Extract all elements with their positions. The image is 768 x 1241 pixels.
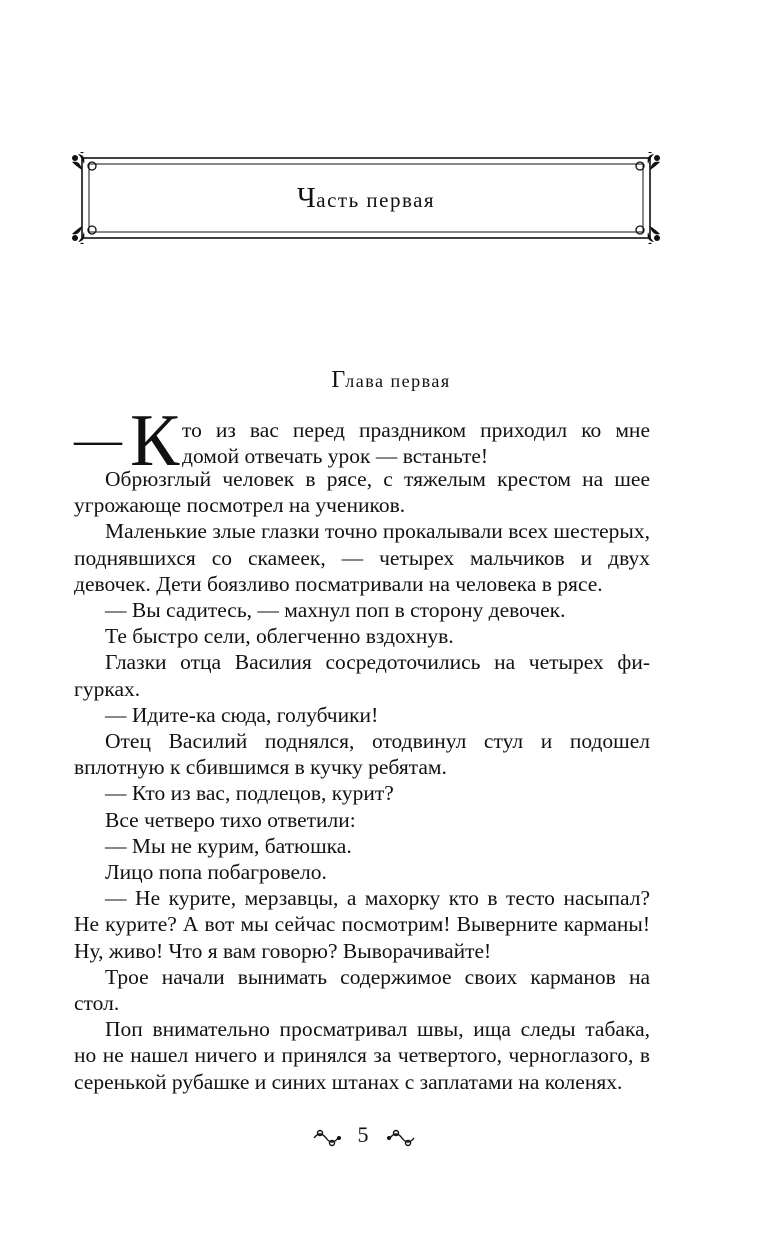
chapter-title — [0, 367, 768, 394]
paragraph: Поп внимательно просматривал швы, ища следы табака, но не нашел ничего и принялся за четвертого, черноглазого, в серенькой рубашке и синих штанах с заплатами на коленях. — [74, 1017, 650, 1094]
part-banner — [68, 152, 664, 244]
opening-dash: — — [74, 413, 122, 466]
paragraph: — Не курите, мерзавцы, а махорку кто в тесто насыпал? Не курите? А вот мы сейчас посмотрим! Выверните карманы! Ну, живо! Что я вам говорю? Выворачивайте! — [74, 886, 650, 963]
paragraph: Трое начали вынимать содержимое своих карманов на стол. — [74, 964, 650, 1016]
paragraph: Глазки отца Василия сосредоточились на четырех фигурках. — [74, 650, 650, 701]
paragraph: — Кто из вас, подлецов, курит? — [105, 781, 394, 806]
paragraph: Все четверо тихо ответили: — [105, 807, 356, 832]
paragraph: — Мы не курим, батюшка. — [105, 833, 352, 858]
opening-line-2: домой отвечать урок — встаньте! — [182, 444, 489, 468]
fleuron-right-icon — [386, 1128, 416, 1148]
fleuron-left-icon — [312, 1128, 342, 1148]
opening-paragraph — [74, 400, 650, 482]
drop-cap: К — [130, 400, 180, 482]
paragraph: Обрюзглый человек в рясе, с тяжелым крестом на шее угрожающе посмотрел на учеников. — [74, 467, 650, 518]
part-title — [68, 182, 664, 215]
paragraph: Те быстро сели, облегченно вздохнув. — [105, 624, 454, 649]
chapter-title-cap: Г — [331, 367, 346, 393]
opening-line-1: то из вас перед праздником приходил ко мне — [182, 418, 650, 442]
chapter-title-rest: лава первая — [345, 371, 451, 391]
part-title-cap: Ч — [296, 182, 317, 214]
paragraph: Отец Василий поднялся, отодвинул стул и подошел вплотную к сбившимся в кучку ребятам. — [74, 729, 650, 780]
paragraph: — Вы садитесь, — махнул поп в сторону девочек. — [105, 598, 566, 623]
paragraph: Лицо попа побагровело. — [105, 860, 327, 885]
part-title-rest: асть первая — [316, 188, 436, 212]
corner-ornament-bottom-right — [636, 226, 660, 244]
paragraph: Маленькие злые глазки точно прокалывали всех шестерых, поднявшихся со скамеек, — четырех мальчиков и двух девочек. Дети боязливо посматривали на человека в рясе. — [74, 519, 650, 596]
page-footer — [0, 1118, 768, 1158]
body-text — [74, 400, 650, 1095]
corner-ornament-top-right — [636, 152, 660, 170]
corner-ornament-top-left — [72, 152, 96, 170]
page-number: 5 — [357, 1122, 369, 1147]
corner-ornament-bottom-left — [72, 226, 96, 244]
paragraph: — Идите-ка сюда, голубчики! — [105, 702, 379, 727]
